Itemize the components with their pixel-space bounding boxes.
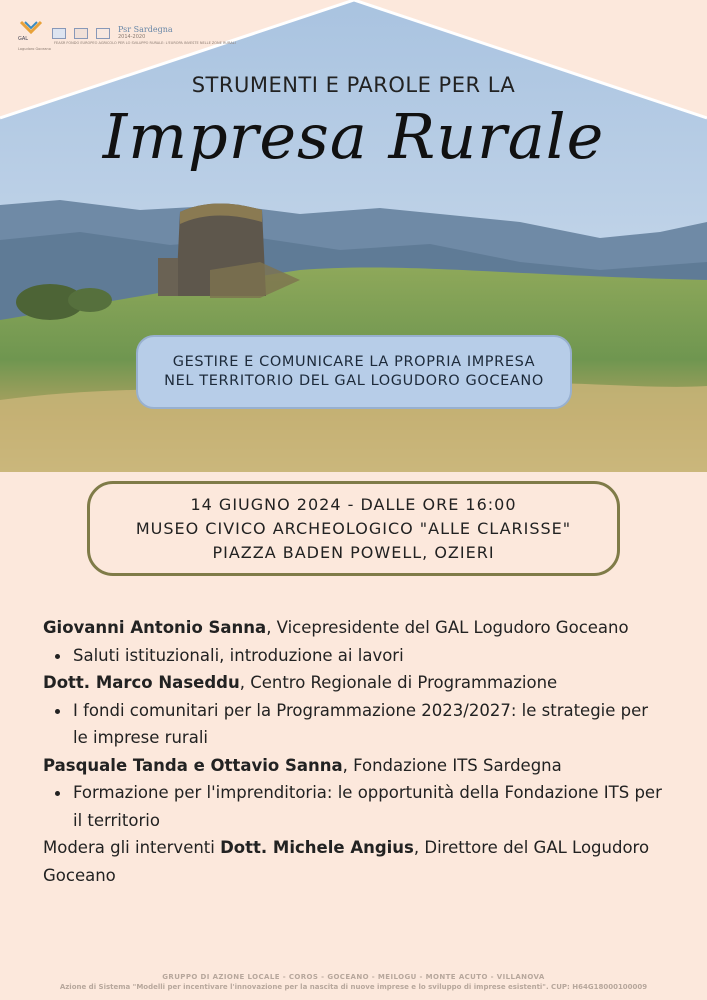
title-line-2: Impresa Rurale bbox=[102, 100, 605, 173]
speaker-3 bbox=[43, 752, 673, 780]
speaker-2 bbox=[43, 669, 673, 697]
moderator-role: , Direttore del GAL Logudoro Goceano bbox=[43, 838, 650, 885]
speaker-3-name: Pasquale Tanda e Ottavio Sanna bbox=[43, 755, 343, 775]
moderator-prefix: Modera gli interventi bbox=[43, 838, 221, 857]
event-venue: MUSEO CIVICO ARCHEOLOGICO "ALLE CLARISSE" bbox=[135, 518, 572, 538]
speaker-2-topic: I fondi comunitari per la Programmazione 2023/2027: le strategie per le imprese rurali bbox=[43, 697, 663, 752]
speaker-1-topic: Saluti istituzionali, introduzione ai lavori bbox=[43, 642, 673, 670]
subtitle-box bbox=[136, 335, 572, 409]
speaker-3-role: , Fondazione ITS Sardegna bbox=[342, 755, 562, 775]
funding-disclaimer: FEASR FONDO EUROPEO AGRICOLO PER LO SVILUPPO RURALE: L'EUROPA INVESTE NELLE ZONE RURALI bbox=[54, 41, 236, 45]
gal-logo-subtext: Logudoro Goceano bbox=[18, 47, 51, 51]
moderator-name: Dott. Michele Angius bbox=[220, 838, 414, 857]
psr-sardegna-name: Psr Sardegna bbox=[118, 25, 173, 34]
footer bbox=[0, 972, 707, 992]
speaker-1-role: , Vicepresidente del GAL Logudoro Goceano bbox=[266, 618, 629, 637]
event-info-box bbox=[87, 481, 620, 576]
title-line-1: STRUMENTI E PAROLE PER LA bbox=[191, 73, 516, 97]
footer-line-2: Azione di Sistema "Modelli per incentivare l'innovazione per la nascita di nuove imprese e lo sviluppo di imprese esistenti". CUP: H64G18000100009 bbox=[59, 983, 648, 991]
event-date-time: 14 GIUGNO 2024 - DALLE ORE 16:00 bbox=[190, 494, 517, 514]
subtitle-line-2: NEL TERRITORIO DEL GAL LOGUDORO GOCEANO bbox=[164, 373, 544, 389]
speaker-2-role: , Centro Regionale di Programmazione bbox=[239, 673, 558, 692]
eu-flag-icon bbox=[52, 28, 66, 39]
event-address: PIAZZA BADEN POWELL, OZIERI bbox=[212, 542, 495, 562]
speaker-1 bbox=[43, 614, 673, 642]
moderator bbox=[43, 834, 668, 889]
psr-sardegna-logo bbox=[118, 26, 173, 40]
sardinia-emblem-icon bbox=[96, 28, 110, 39]
speaker-1-name: Giovanni Antonio Sanna bbox=[43, 618, 267, 637]
gal-logo-icon bbox=[18, 20, 44, 34]
italy-emblem-icon bbox=[74, 28, 88, 39]
hero-landscape-image bbox=[0, 0, 707, 472]
subtitle-line-1: GESTIRE E COMUNICARE LA PROPRIA IMPRESA bbox=[172, 354, 536, 370]
program-list bbox=[43, 614, 673, 889]
psr-sardegna-years: 2014-2020 bbox=[118, 34, 146, 40]
footer-line-1: GRUPPO DI AZIONE LOCALE - COROS - GOCEANO - MEILOGU - MONTE ACUTO - VILLANOVA bbox=[162, 973, 545, 981]
speaker-2-name: Dott. Marco Naseddu bbox=[43, 673, 240, 692]
gal-logo bbox=[18, 20, 44, 46]
speaker-3-topic: Formazione per l'imprenditoria: le opportunità della Fondazione ITS per il territorio bbox=[43, 779, 663, 834]
gal-logo-text: GAL bbox=[18, 36, 29, 42]
